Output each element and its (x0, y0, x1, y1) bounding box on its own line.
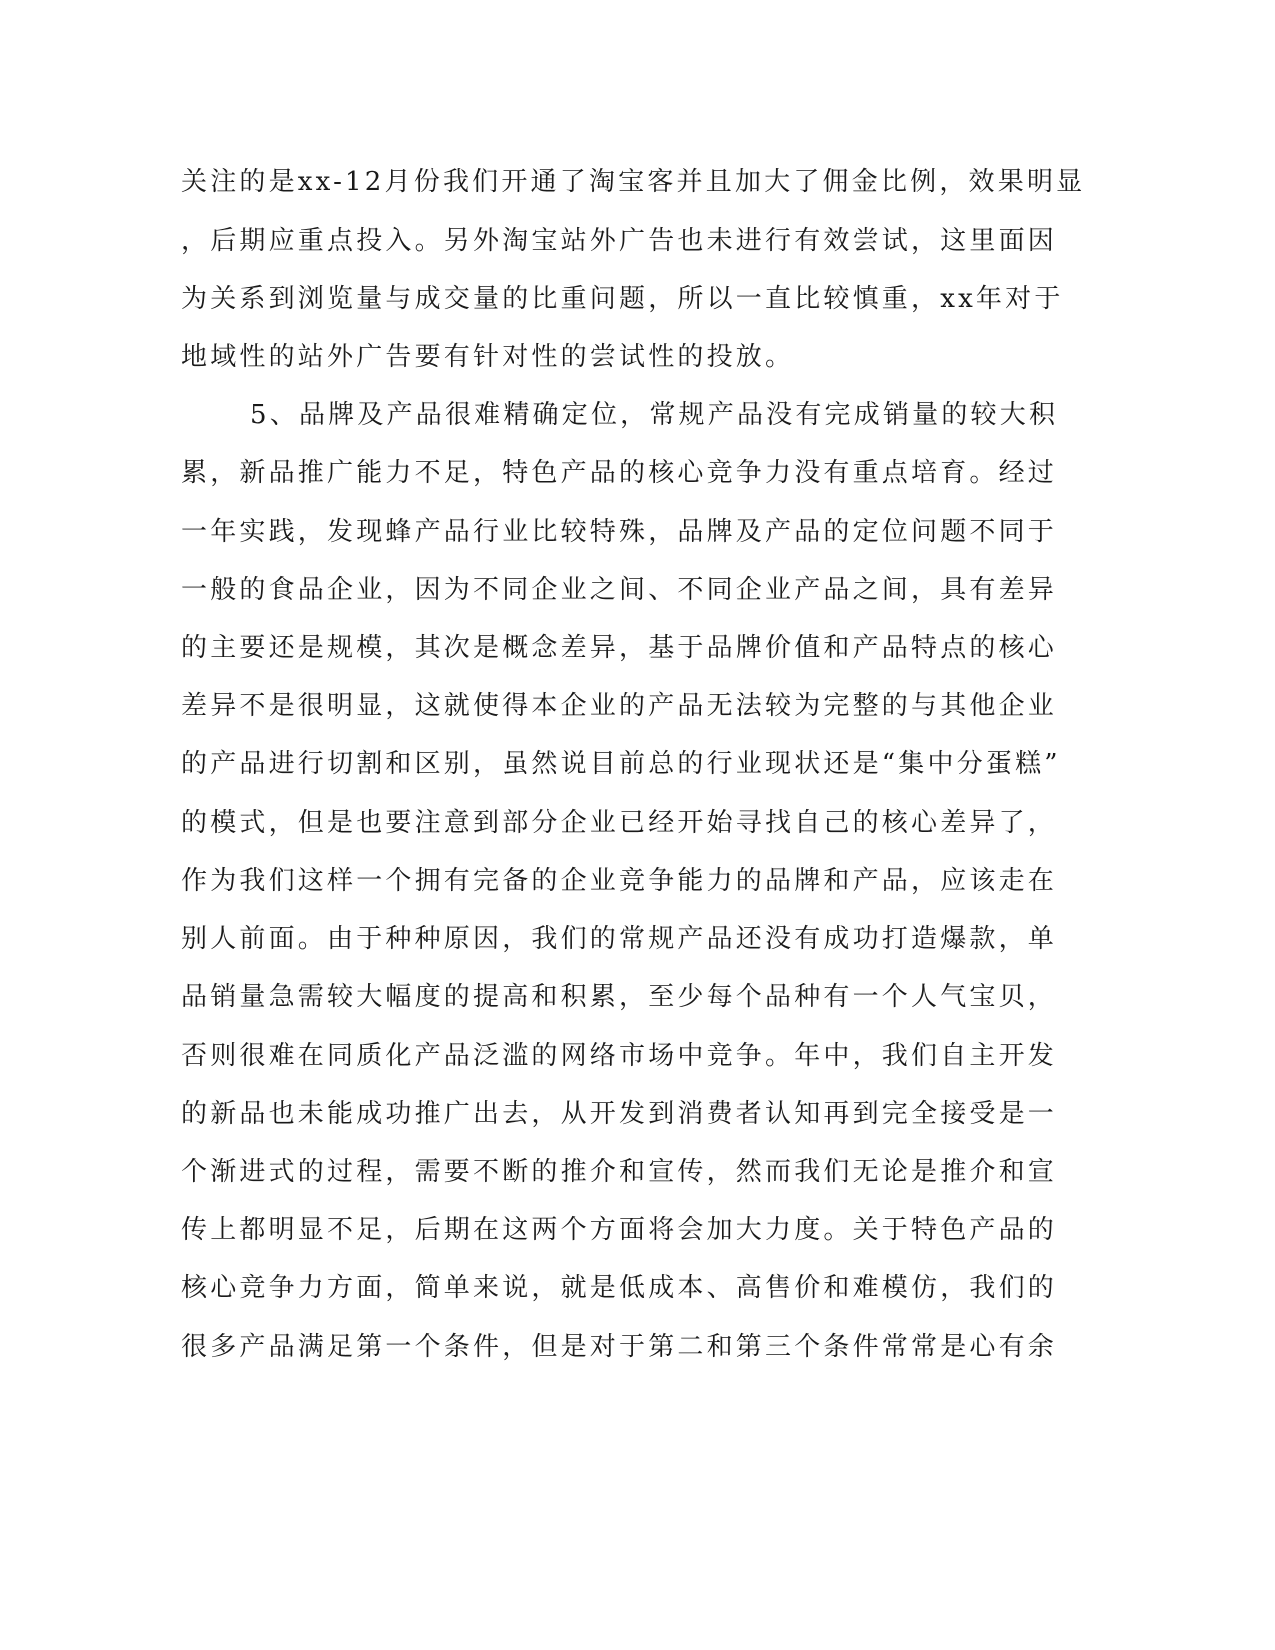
text-line: 的新品也未能成功推广出去，从开发到消费者认知再到完全接受是一 (181, 1099, 1058, 1129)
text-line: 的产品进行切割和区别，虽然说目前总的行业现状还是“集中分蛋糕” (181, 749, 1061, 779)
text-line: 关注的是xx-12月份我们开通了淘宝客并且加大了佣金比例，效果明显 (181, 167, 1086, 197)
text-line: ，后期应重点投入。另外淘宝站外广告也未进行有效尝试，这里面因 (181, 226, 1058, 256)
text-line: 核心竞争力方面，简单来说，就是低成本、高售价和难模仿，我们的 (181, 1273, 1058, 1303)
text-line: 为关系到浏览量与成交量的比重问题，所以一直比较慎重，xx年对于 (181, 284, 1064, 314)
text-line: 作为我们这样一个拥有完备的企业竞争能力的品牌和产品，应该走在 (181, 866, 1058, 896)
text-line: 的模式，但是也要注意到部分企业已经开始寻找自己的核心差异了， (181, 808, 1058, 838)
text-line: 否则很难在同质化产品泛滥的网络市场中竞争。年中，我们自主开发 (181, 1041, 1058, 1071)
text-line: 累，新品推广能力不足，特色产品的核心竞争力没有重点培育。经过 (181, 458, 1058, 488)
text-line: 差异不是很明显，这就使得本企业的产品无法较为完整的与其他企业 (181, 691, 1058, 721)
text-line: 传上都明显不足，后期在这两个方面将会加大力度。关于特色产品的 (181, 1215, 1058, 1245)
text-line: 很多产品满足第一个条件，但是对于第二和第三个条件常常是心有余 (181, 1332, 1058, 1362)
text-line: 一般的食品企业，因为不同企业之间、不同企业产品之间，具有差异 (181, 575, 1058, 605)
text-line: 品销量急需较大幅度的提高和积累，至少每个品种有一个人气宝贝， (181, 982, 1058, 1012)
text-line: 个渐进式的过程，需要不断的推介和宣传，然而我们无论是推介和宣 (181, 1157, 1058, 1187)
text-line: 的主要还是规模，其次是概念差异，基于品牌价值和产品特点的核心 (181, 633, 1058, 663)
text-line: 地域性的站外广告要有针对性的尝试性的投放。 (181, 342, 795, 372)
text-line: 别人前面。由于种种原因，我们的常规产品还没有成功打造爆款，单 (181, 924, 1058, 954)
text-line: 5、品牌及产品很难精确定位，常规产品没有完成销量的较大积 (250, 400, 1059, 430)
text-line: 一年实践，发现蜂产品行业比较特殊，品牌及产品的定位问题不同于 (181, 517, 1058, 547)
